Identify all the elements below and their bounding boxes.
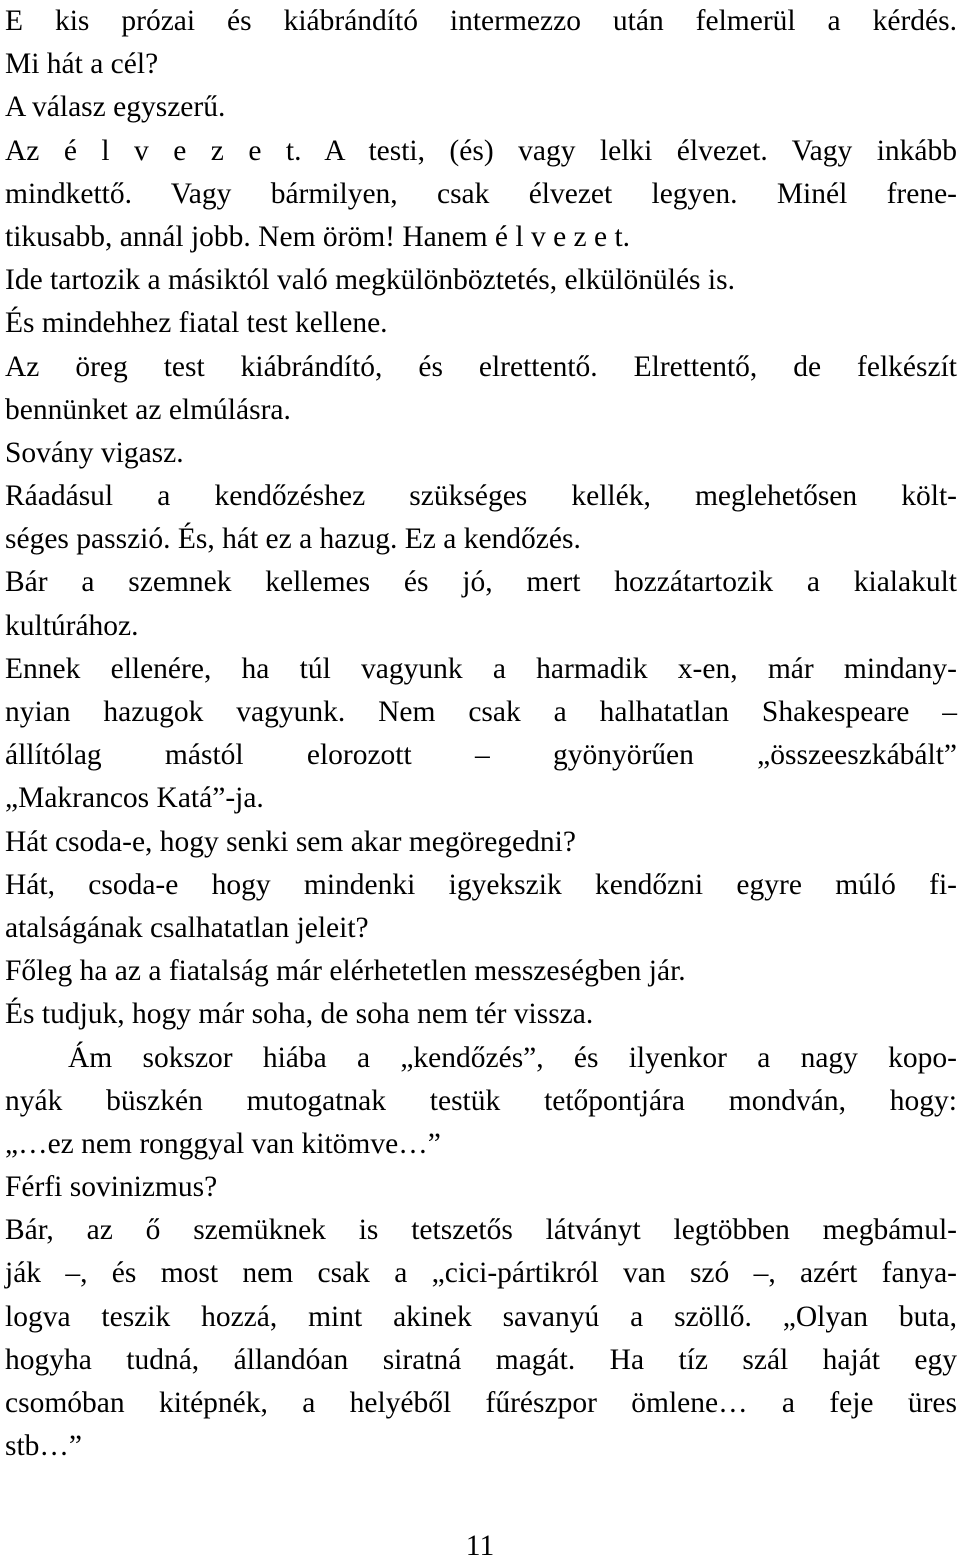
- text-line: Ráadásul a kendőzéshez szükséges kellék, meglehetősen költ-: [5, 480, 957, 513]
- text-line: stb…”: [5, 1430, 83, 1463]
- text-line: mindkettő. Vagy bármilyen, csak élvezet legyen. Minél frene-: [5, 177, 957, 210]
- text-line: E kis prózai és kiábrándító intermezzo után felmerül a kérdés.: [5, 5, 957, 37]
- text-line: Az é l v e z e t. A testi, (és) vagy lelki élvezet. Vagy inkább: [5, 134, 957, 167]
- text-line: csomóban kitépnék, a helyéből fűrészpor ömlene… a feje üres: [5, 1387, 957, 1419]
- text-line: bennünket az elmúlásra.: [5, 393, 291, 426]
- text-line: És mindehhez fiatal test kellene.: [5, 307, 388, 340]
- text-line: ják –, és most nem csak a „cici-pártikról van szó –, azért fanya-: [5, 1257, 957, 1290]
- text-line: nyák büszkén mutogatnak testük tetőpontjára mondván, hogy:: [5, 1084, 957, 1117]
- text-line: logva teszik hozzá, mint akinek savanyú a szöllő. „Olyan buta,: [5, 1300, 957, 1333]
- text-line: Sovány vigasz.: [5, 436, 184, 469]
- text-line: Férfi sovinizmus?: [5, 1171, 218, 1204]
- text-line: És tudjuk, hogy már soha, de soha nem tér vissza.: [5, 998, 594, 1031]
- text-line: Bár a szemnek kellemes és jó, mert hozzátartozik a kialakult: [5, 566, 957, 599]
- text-line: Főleg ha az a fiatalság már elérhetetlen messzeségben jár.: [5, 955, 686, 988]
- text-line: A válasz egyszerű.: [5, 91, 226, 124]
- page-number: 11: [465, 1530, 495, 1562]
- text-line: atalságának csalhatatlan jeleit?: [5, 911, 369, 944]
- text-line: állítólag mástól elorozott – gyönyörűen „összeeszkábált”: [5, 739, 957, 772]
- text-line: kultúrához.: [5, 609, 139, 642]
- text-line: „…ez nem ronggyal van kitömve…”: [5, 1127, 441, 1160]
- text-line: tikusabb, annál jobb. Nem öröm! Hanem é l v e z e t.: [5, 220, 631, 253]
- text-line: Ide tartozik a másiktól való megkülönböztetés, elkülönülés is.: [5, 264, 735, 297]
- text-line: Az öreg test kiábrándító, és elrettentő. Elrettentő, de felkészít: [5, 350, 957, 383]
- text-line: Mi hát a cél?: [5, 48, 159, 81]
- text-line: hogyha tudná, állandóan siratná magát. Ha tíz szál haját egy: [5, 1343, 957, 1376]
- page-body: [5, 0, 957, 1468]
- text-line: „Makrancos Katá”-ja.: [5, 782, 264, 815]
- text-line: séges passzió. És, hát ez a hazug. Ez a kendőzés.: [5, 523, 581, 556]
- text-line: Ennek ellenére, ha túl vagyunk a harmadik x-en, már mindany-: [5, 652, 957, 685]
- text-line: Hát csoda-e, hogy senki sem akar megöregedni?: [5, 825, 576, 858]
- text-line: Hát, csoda-e hogy mindenki igyekszik kendőzni egyre múló fi-: [5, 868, 957, 901]
- text-line: nyian hazugok vagyunk. Nem csak a halhatatlan Shakespeare –: [5, 696, 957, 728]
- text-line: Bár, az ő szemüknek is tetszetős látványt legtöbben megbámul-: [5, 1214, 957, 1247]
- text-line: Ám sokszor hiába a „kendőzés”, és ilyenkor a nagy kopo-: [68, 1041, 957, 1074]
